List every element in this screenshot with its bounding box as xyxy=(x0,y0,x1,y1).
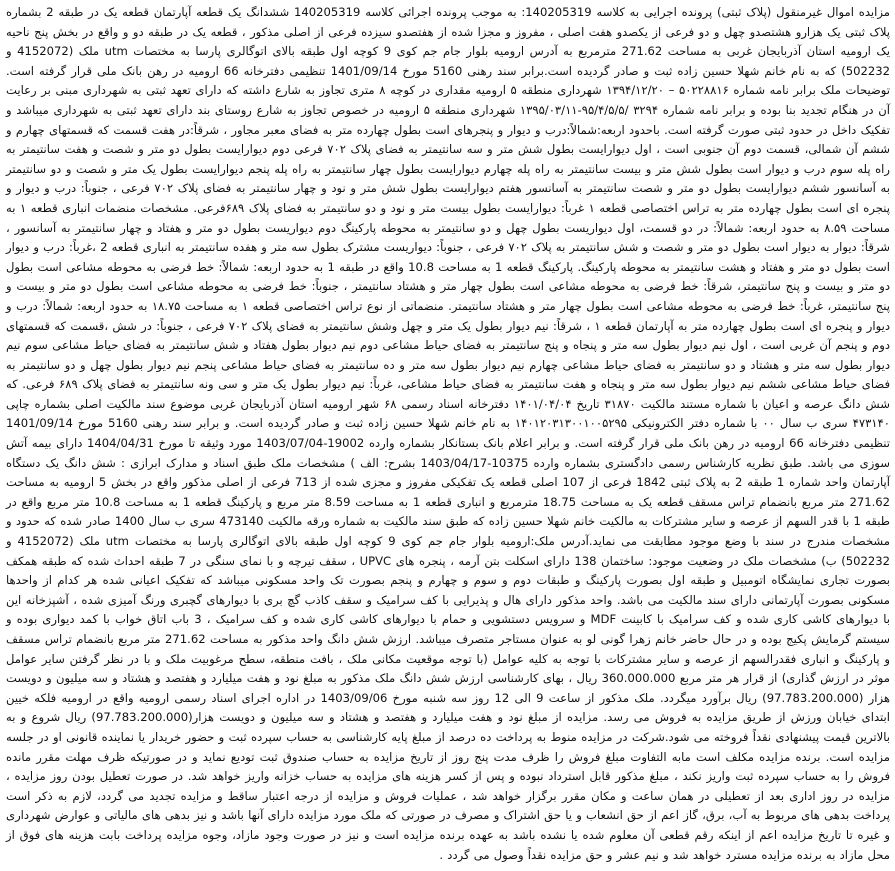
auction-notice-text: مزایده اموال غیرمنقول (پلاک ثبتی) پرونده اجرایی به کلاسه 140205319: به موجب پرونده اجرائی کلاسه 140205319 ششدانگ یک قطعه آپارتمان قطعه یک در طبقه 2 بشماره پلاک ثبتی یک هزارو هشتصدو چهل و دو فرعی از یکصدو هفت اصلی ، مفروز و مجزا شده از هفتصدو سیزده فرعی از اصلی مذکور ، قطعه یک در طبقه دو و واقع در بخش پنج ناحیه یک ارومیه استان آذربایجان غربی به مساحت 271.62 مترمربع به آدرس ارومیه بلوار جام جم کوی 9 کوچه اول طبقه بالای اتوگالری پارسا به مختصات utm ملک (4152072 و 502232) که به نام خانم شهلا حسین زاده ثبت و صادر گردیده است.برابر سند رهنی 5160 مورخ 1401/09/14 تنظیمی دفترخانه 66 ارومیه در رهن بانک ملی قرار گرفته است. توضیحات ملک برابر نامه شماره ۵۰۲۲۸۸۱۶ – ۱۳۹۴/۱۲/۲۰ شهرداری منطقه ۵ ارومیه مقداری در کوچه ۸ متری تجاوز به شارع داشته که دارای تعهد ثبتی به شهرداری مبنی بر رعایت آن در هنگام تجدید بنا بوده و برابر نامه شماره ۳۲۹۴ /۹۵/۴/۵/۵-۱۳۹۵/۰۳/۱۱ شهرداری منطقه ۵ ارومیه در خصوص تجاوز به شارع روستای بند دارای تعهد ثبتی به شهرداری میباشد و تفکیک داخل در حدود ثبتی صورت گرفته است. باحدود اربعه:شمالاً:درب و دیوار و پنجرهای است بطول چهارده متر به فضای معبر مجاور ، شرقاً:در هفت قسمت که قسمتهای چهارم و ششم آن شمالی، قسمت دوم آن جنوبی است ، اول دیوارایست بطول شش متر و سه سانتیمتر به فضای پلاک ۷۰۲ فرعی دوم دیوارایست بطول دو متر و شصت و هفت سانتیمتر به راه پله سوم درب و دیوار است بطول شش متر و بیست سانتیمتر به راه پله چهارم دیوارایست بطول چهار سانتیمتر به راه پله پنجم دیوارایست بطول یک متر و شصت و دو سانتیمتر به آسانسور ششم دیوارایست بطول دو متر و شصت سانتیمتر به آسانسور هفتم دیوارایست بطول شش متر و نود و چهار سانتیمتر به فضای پلاک ۷۰۲ فرعی ، جنوباً: درب و دیوار و پنجره ای است بطول چهارده متر به تراس اختصاصی قطعه ۱ غرباً: دیوارایست بطول بیست متر و نود و دو سانتیمتر به فضای پلاک ۶۸۹فرعی. مشخصات منضمات انباری قطعه ۱ به مساحت ۸.۵۹ به حدود اربعه: شمالاً: در دو قسمت، اول دیواریست بطول چهل و دو سانتیمتر به محوطه پارکینگ دوم دیواریست بطول دو متر و هفتاد و چهار سانتیمتر به آسانسور ، شرقاً: دیوار به دیوار است بطول دو متر و شصت و شش سانتیمتر به پلاک ۷۰۲ فرعی ، جنوباً: دیواریست مشترک بطول سه متر و هفده سانتیمتر به انباری قطعه 2 ،غرباً: درب و دیوار است بطول دو متر و هفتاد و هشت سانتیمتر به محوطه پارکینگ. پارکینگ قطعه 1 به مساحت 10.8 واقع در طبقه 1 به حدود اربعه: شمالاً: خط فرضی به محوطه مشاعی است بطول دو متر و بیست و پنج سانتیمتر، شرقاً: خط فرضی به محوطه مشاعی است بطول چهار متر و هشتاد سانتیمتر ، جنوباً: خط فرضی به محوطه مشاعی است بطول دو متر و بیست و پنج سانتیمتر، غرباً: خط فرضی به محوطه مشاعی است بطول چهار متر و هشتاد سانتیمتر. منضماتی از نوع تراس اختصاصی قطعه ۱ به مساحت ۱۸.۷۵ به حدود اربعه: شمالاً: درب و دیوار و پنجره ای است بطول چهارده متر به آپارتمان قطعه ۱ ، شرقاً: نیم دیوار بطول یک متر و چهل وشش سانتیمتر به فضای پلاک ۷۰۲ فرعی ، جنوباً: در شش ،قسمت که قسمتهای دوم و پنجم آن غربی است ، اول نیم دیوار بطول سه متر و پنجاه و پنج سانتیمتر به فضای حیاط مشاعی دوم نیم دیوار بطول هفتاد و شش سانتیمتر به فضای حیاط مشاعی سوم نیم دیوار بطول سه متر و هشتاد و دو سانتیمتر به فضای حیاط مشاعی چهارم نیم دیوار بطول سه متر و ده سانتیمتر به فضای حیاط مشاعی پنجم نیم دیوار بطول چهل و دو سانتیمتر به فضای حیاط مشاعی ششم نیم دیوار بطول سه متر و پنجاه و هفت سانتیمتر به فضای حیاط مشاعی، غرباً: نیم دیوار بطول یک متر و سی ونه سانتیمتر به فضای پلاک ۶۸۹ فرعی. که شش دانگ عرصه و اعیان با شماره مستند مالکیت ۳۱۸۷۰ تاریخ ۱۴۰۱/۰۴/۰۴ دفترخانه اسناد رسمی ۶۸ شهر ارومیه استان آذربایجان غربی موضوع سند مالکیت اصلی بشماره چاپی ۴۷۳۱۴۰ سری ب سال ۰۰ با شماره دفتر الکترونیکی ۱۴۰۱۲۰۳۱۳۰۰۱۰۰۵۲۹۵ به نام خانم شهلا حسین زاده ثبت و صادر گردیده است. و برابر سند رهنی 5160 مورخ 1401/09/14 تنظیمی دفترخانه 66 ارومیه در رهن بانک ملی قرار گرفته است. و برابر اعلام بانک بستانکار بشماره وارده 19002-1403/07/04 مورد وثیقه تا مورخ 1404/04/31 دارای بیمه آتش سوزی می باشد. طبق نظریه کارشناس رسمی دادگستری بشماره وارده 10375-1403/04/17 بشرح: الف ) مشخصات ملک طبق اسناد و مدارک ابرازی : شش دانگ یک دستگاه آپارتمان واحد شماره 1 طبقه 2 به پلاک ثبتی 1842 فرعی از 107 اصلی قطعه یک تفکیکی مفروز و مجزی شده از 713 فرعی از اصلی مذکور واقع در بخش 5 ارومیه به مساحت 271.62 متر مربع بانضمام تراس مسقف قطعه یک به مساحت 18.75 مترمربع و انباری قطعه 1 به مساحت 8.59 متر مربع و پارکینگ قطعه 1 به مساحت 10.8 متر مربع واقع در طبقه 1 با قدر السهم از عرصه و سایر مشترکات به مالکیت خانم شهلا حسین زاده که طبق سند مالکیت به شماره ورقه مالکیت 473140 سری ب سال 1400 صادر شده که حدود و مشخصات مندرج در سند با وضع موجود مطابقت می نماید.آدرس ملک:ارومیه بلوار جام جم کوی 9 کوچه اول طبقه بالای اتوگالری پارسا به مختصات utm ملک (4152072 و 502232) ب) مشخصات ملک در وضعیت موجود: ساختمان 138 دارای اسکلت بتن آرمه ، پنجره های UPVC ، سقف تیرچه و با نمای سنگی در 7 طبقه احداث شده که طبقه همکف بصورت تجاری نمایشگاه اتومبیل و طبقه اول بصورت پارکینگ و طبقات دوم و سوم و چهارم و پنجم بصورت تک واحد مسکونی میباشد که تفکیک اعیانی شده هر کدام از واحدها مسکونی بصورت آپارتمانی دارای سند مالکیت می باشد. واحد مذکور دارای هال و پذیرایی با کف سرامیک و سقف کاذب گچ بری با دیوارهای گچبری ورنگ آمیزی شده ، آشپزخانه این با دیوارهای کاشی کاری شده و کف سرامیک با کابینت MDF و سرویس دستشویی و حمام با دیوارهای کاشی کاری شده و کف سرامیک ، 3 باب اتاق خواب با کمد دیواری بوده و سیستم گرمایش پکیج بوده و در حال حاضر خانم زهرا گونی لو به عنوان مستاجر متصرف میباشد. ارزش شش دانگ واحد مذکور به مساحت 271.62 متر مربع بانضمام تراس مسقف و پارکینگ و انباری فقدرالسهم از عرصه و سایر مشترکات با توجه به کلیه عوامل (با توجه موقعیت مکانی ملک ، بافت منطقه، سطح مرغوبیت ملک و با در نظر گرفتن سایر عوامل موثر در ارزش گذاری) از قرار هر متر مربع 360.000.000 ریال ، بهای کارشناسی ارزش شش دانگ ملک مذکور به مبلغ نود و هفت میلیارد و هفتصد و هشتاد و سه میلیون و دویست هزار (97.783.200.000) ریال برآورد میگردد. ملک مذکور از ساعت 9 الی 12 روز سه شنبه مورخ 1403/09/06 در اداره اجرای اسناد رسمی ارومیه واقع در ارومیه فلکه خیین ابتدای خیابان ورزش از طریق مزایده به فروش می رسد. مزایده از مبلغ نود و هفت میلیارد و هفتصد و هشتاد و سه میلیون و دویست هزار(97.783.200.000) ریال شروع و به بالاترین قیمت پیشنهادی نقداً فروخته می شود.شرکت در مزایده منوط به پرداخت ده درصد از مبلغ پایه کارشناسی به حساب سپرده ثبت و حضور خریدار یا نماینده قانونی او در جلسه مزایده است. برنده مزایده مکلف است مابه التفاوت مبلغ فروش را ظرف مدت پنج روز از تاریخ مزایده به حساب صندوق ثبت تودیع نماید و در صورتیکه ظرف مهلت مقرر مانده فروش را به حساب سپرده ثبت واریز نکند ، مبلغ مذکور قابل استرداد نبوده و پس از کسر هزینه های مزایده به حساب خزانه واریز خواهد شد. در صورت تعطیل بودن روز مزایده ، مزایده در روز اداری بعد از تعطیلی در همان ساعت و مکان مقرر برگزار خواهد شد ، عملیات فروش و مزایده از درجه اعتبار ساقط و مزایده تجدید می گردد، لازم به ذکر است پرداخت بدهی های مربوط به آب، برق، گاز اعم از حق انشعاب و یا حق اشتراک و مصرف در صورتی که ملک مورد مزایده دارای آنها باشد و نیز بدهی های مالیاتی و عوارض شهرداری و غیره تا تاریخ مزایده اعم از اینکه رقم قطعی آن معلوم شده یا نشده باشد به عهده برنده مزایده است و نیز در صورت وجود مازاد، وجوه مزایده پرداخت بابت هزینه های فوق از محل مازاد به برنده مزایده مسترد خواهد شد و نیم عشر و حق مزایده نقداً وصول می گردد . xyxy=(6,5,891,862)
